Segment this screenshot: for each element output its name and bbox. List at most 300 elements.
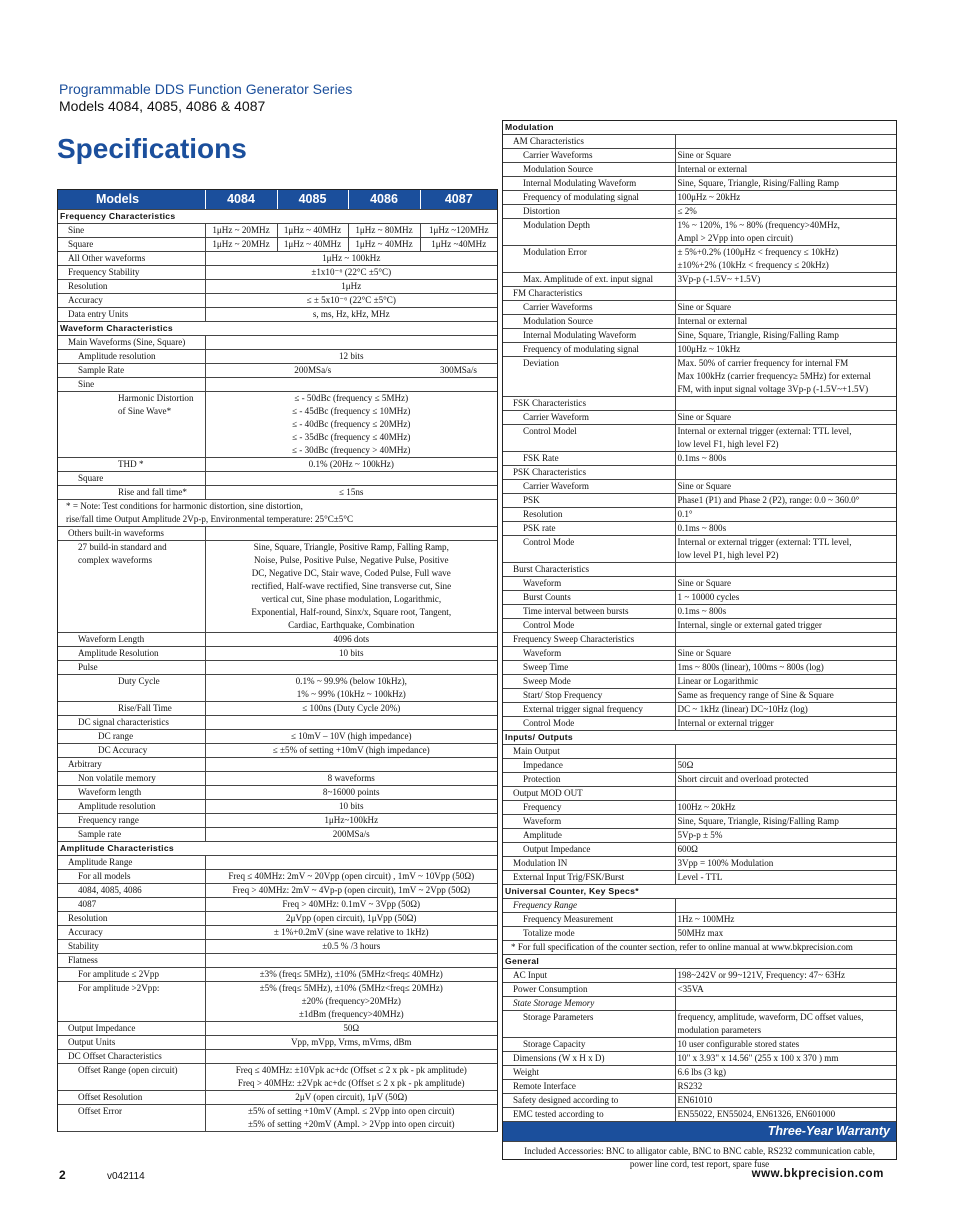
spec-value — [205, 527, 497, 541]
spec-value: 200MSa/s — [205, 364, 420, 378]
spec-row — [58, 675, 497, 702]
model-column-header: 4086 — [348, 190, 420, 210]
spec-row — [503, 927, 896, 941]
spec-row — [58, 758, 497, 772]
spec-row — [503, 829, 896, 843]
spec-label: Stability — [58, 940, 205, 954]
spec-value: Internal or external trigger (external: TTL level, low level F1, high level F2) — [675, 425, 896, 452]
spec-label: Control Mode — [503, 619, 675, 633]
spec-value: 50MHz max — [675, 927, 896, 941]
spec-label: Safety designed according to — [503, 1094, 675, 1108]
spec-label: For all models — [58, 870, 205, 884]
spec-label: Accuracy — [58, 926, 205, 940]
model-value: 1μHz ~40MHz — [420, 238, 497, 252]
spec-label: DC Accuracy — [58, 744, 205, 758]
section-header — [503, 731, 896, 745]
spec-value: Sine, Square, Triangle, Positive Ramp, Falling Ramp, Noise, Pulse, Positive Pulse, Negative Pulse, Positive DC, Negative DC, Stair wave, Coded Pulse, Full wave rectified, Half-wave rectified, Sine transverse cut, Sine vertical cut, Sine phase modulation, Logarithmic, Exponential, Half-round, Sinx/x, Square root, Tangent, Cardiac, Earthquake, Combination — [205, 541, 497, 633]
spec-row — [58, 458, 497, 472]
spec-value: Freq ≤ 40MHz: ±10Vpk ac+dc (Offset ≤ 2 x pk - pk amplitude) Freq > 40MHz: ±2Vpk ac+dc (Offset ≤ 2 x pk - pk amplitude) — [205, 1064, 497, 1091]
spec-label: Start/ Stop Frequency — [503, 689, 675, 703]
section-header — [503, 885, 896, 899]
spec-row — [58, 828, 497, 842]
spec-row — [58, 238, 497, 252]
spec-row — [503, 1011, 896, 1038]
spec-value — [675, 633, 896, 647]
spec-row — [58, 926, 497, 940]
spec-label: Sine — [58, 224, 205, 238]
spec-row — [503, 843, 896, 857]
spec-row — [503, 301, 896, 315]
spec-row — [503, 452, 896, 466]
footnote-row — [503, 941, 896, 955]
spec-value: 1Hz ~ 100MHz — [675, 913, 896, 927]
spec-label: EMC tested according to — [503, 1108, 675, 1122]
spec-label: Flatness — [58, 954, 205, 968]
spec-row — [58, 392, 497, 458]
spec-label: FSK Characteristics — [503, 397, 675, 411]
spec-label: External trigger signal frequency — [503, 703, 675, 717]
spec-row — [58, 294, 497, 308]
spec-row — [503, 619, 896, 633]
spec-value: Freq > 40MHz: 2mV ~ 4Vp-p (open circuit), 1mV ~ 2Vpp (50Ω) — [205, 884, 497, 898]
model-column-header: 4087 — [420, 190, 497, 210]
spec-label: Storage Capacity — [503, 1038, 675, 1052]
spec-row — [503, 1080, 896, 1094]
model-value: 1μHz ~ 40MHz — [348, 238, 420, 252]
spec-row — [58, 280, 497, 294]
section-title: Universal Counter, Key Specs* — [503, 885, 896, 899]
spec-label: Impedance — [503, 759, 675, 773]
spec-row — [503, 773, 896, 787]
spec-row — [503, 536, 896, 563]
spec-label: PSK rate — [503, 522, 675, 536]
spec-label: Amplitude Resolution — [58, 647, 205, 661]
spec-label: Modulation IN — [503, 857, 675, 871]
spec-value: ±0.5 % /3 hours — [205, 940, 497, 954]
spec-label: DC signal characteristics — [58, 716, 205, 730]
spec-value — [205, 472, 497, 486]
spec-value: 50Ω — [675, 759, 896, 773]
spec-label: Carrier Waveform — [503, 411, 675, 425]
section-title: Waveform Characteristics — [58, 322, 497, 336]
spec-row — [503, 563, 896, 577]
spec-row — [503, 343, 896, 357]
spec-label: Harmonic Distortion of Sine Wave* — [58, 392, 205, 458]
spec-value: Max. 50% of carrier frequency for internal FM Max 100kHz (carrier frequency≥ 5MHz) for external FM, with input signal voltage 3Vp-p (-1.5V~+1.5V) — [675, 357, 896, 397]
spec-value — [675, 997, 896, 1011]
spec-row — [503, 871, 896, 885]
spec-value: ≤ - 50dBc (frequency ≤ 5MHz) ≤ - 45dBc (frequency ≤ 10MHz) ≤ - 40dBc (frequency ≤ 20MHz) ≤ - 35dBc (frequency ≤ 40MHz) ≤ - 30dBc (frequency > 40MHz) — [205, 392, 497, 458]
spec-row — [58, 716, 497, 730]
spec-row — [58, 856, 497, 870]
spec-row — [58, 336, 497, 350]
spec-row — [58, 968, 497, 982]
model-value: 1μHz ~ 80MHz — [348, 224, 420, 238]
spec-row — [503, 703, 896, 717]
section-header — [58, 210, 497, 224]
spec-value: Freq > 40MHz: 0.1mV ~ 3Vpp (50Ω) — [205, 898, 497, 912]
spec-row — [503, 177, 896, 191]
spec-label: Output MOD OUT — [503, 787, 675, 801]
spec-value: 100μHz ~ 10kHz — [675, 343, 896, 357]
model-value: 1μHz ~ 20MHz — [205, 238, 277, 252]
section-title: Inputs/ Outputs — [503, 731, 896, 745]
spec-label: 4087 — [58, 898, 205, 912]
spec-row — [503, 287, 896, 301]
spec-value: 1% ~ 120%, 1% ~ 80% (frequency>40MHz, Ampl > 2Vpp into open circuit) — [675, 219, 896, 246]
spec-value: ±1x10⁻⁶ (22°C ±5°C) — [205, 266, 497, 280]
spec-label: Carrier Waveform — [503, 480, 675, 494]
spec-label: Resolution — [58, 912, 205, 926]
spec-row — [58, 266, 497, 280]
spec-label: Output Impedance — [58, 1022, 205, 1036]
spec-value — [205, 758, 497, 772]
spec-label: Others built-in waveforms — [58, 527, 205, 541]
spec-row — [503, 689, 896, 703]
spec-value — [675, 563, 896, 577]
spec-row — [58, 982, 497, 1022]
spec-label: Waveform — [503, 815, 675, 829]
spec-label: Modulation Error — [503, 246, 675, 273]
spec-label: Burst Characteristics — [503, 563, 675, 577]
section-title: General — [503, 955, 896, 969]
spec-label: Control Mode — [503, 717, 675, 731]
spec-value: Vpp, mVpp, Vrms, mVrms, dBm — [205, 1036, 497, 1050]
spec-label: External Input Trig/FSK/Burst — [503, 871, 675, 885]
spec-row — [58, 224, 497, 238]
spec-label: Amplitude — [503, 829, 675, 843]
spec-row — [503, 1094, 896, 1108]
spec-value — [205, 378, 497, 392]
spec-row — [58, 884, 497, 898]
spec-label: Control Mode — [503, 536, 675, 563]
spec-label: Frequency Measurement — [503, 913, 675, 927]
spec-value: Sine or Square — [675, 647, 896, 661]
spec-row — [503, 480, 896, 494]
spec-row — [58, 350, 497, 364]
spec-label: Frequency Range — [503, 899, 675, 913]
spec-value: ≤ 2% — [675, 205, 896, 219]
spec-label: Output Impedance — [503, 843, 675, 857]
spec-label: Offset Resolution — [58, 1091, 205, 1105]
spec-label: Modulation Source — [503, 163, 675, 177]
section-header — [58, 842, 497, 856]
spec-label: FSK Rate — [503, 452, 675, 466]
spec-value: ±5% of setting +10mV (Ampl. ≤ 2Vpp into open circuit) ±5% of setting +20mV (Ampl. > 2Vpp into open circuit) — [205, 1105, 497, 1132]
spec-value: Phase1 (P1) and Phase 2 (P2), range: 0.0 ~ 360.0° — [675, 494, 896, 508]
spec-row — [58, 486, 497, 500]
spec-value: Sine, Square, Triangle, Rising/Falling Ramp — [675, 177, 896, 191]
spec-value: Internal or external — [675, 163, 896, 177]
spec-value: 5Vp-p ± 5% — [675, 829, 896, 843]
spec-row — [503, 675, 896, 689]
spec-label: Control Model — [503, 425, 675, 452]
spec-label: Resolution — [58, 280, 205, 294]
spec-value: 0.1ms ~ 800s — [675, 522, 896, 536]
spec-label: Waveform Length — [58, 633, 205, 647]
spec-value — [675, 787, 896, 801]
spec-value: 8 waveforms — [205, 772, 497, 786]
spec-row — [503, 191, 896, 205]
version-code: v042114 — [107, 1171, 145, 1182]
spec-row — [503, 315, 896, 329]
spec-value: 1ms ~ 800s (linear), 100ms ~ 800s (log) — [675, 661, 896, 675]
spec-label: THD * — [58, 458, 205, 472]
spec-label: Frequency of modulating signal — [503, 191, 675, 205]
left-spec-panel — [57, 189, 498, 1132]
spec-value — [675, 287, 896, 301]
spec-label: Pulse — [58, 661, 205, 675]
spec-value: Sine, Square, Triangle, Rising/Falling Ramp — [675, 815, 896, 829]
spec-label: Offset Error — [58, 1105, 205, 1132]
spec-label: Square — [58, 238, 205, 252]
spec-label: Time interval between bursts — [503, 605, 675, 619]
spec-value: 10 user configurable stored states — [675, 1038, 896, 1052]
spec-value — [675, 135, 896, 149]
spec-row — [503, 815, 896, 829]
spec-row — [503, 983, 896, 997]
spec-row — [58, 898, 497, 912]
spec-row — [503, 357, 896, 397]
spec-value: ≤ 15ns — [205, 486, 497, 500]
section-title: Amplitude Characteristics — [58, 842, 497, 856]
spec-value: 0.1° — [675, 508, 896, 522]
spec-row — [503, 857, 896, 871]
spec-value: ≤ ± 5x10⁻⁶ (22°C ±5°C) — [205, 294, 497, 308]
spec-row — [503, 466, 896, 480]
spec-value: ≤ 100ns (Duty Cycle 20%) — [205, 702, 497, 716]
spec-label: Waveform — [503, 577, 675, 591]
spec-row — [58, 744, 497, 758]
spec-value: Freq ≤ 40MHz: 2mV ~ 20Vpp (open circuit) , 1mV ~ 10Vpp (50Ω) — [205, 870, 497, 884]
spec-label: AC Input — [503, 969, 675, 983]
spec-row — [58, 1050, 497, 1064]
spec-label: Non volatile memory — [58, 772, 205, 786]
spec-label: Modulation Depth — [503, 219, 675, 246]
spec-value: Sine or Square — [675, 411, 896, 425]
spec-label: Deviation — [503, 357, 675, 397]
spec-value: Sine or Square — [675, 149, 896, 163]
spec-value: 0.1% ~ 99.9% (below 10kHz), 1% ~ 99% (10kHz ~ 100kHz) — [205, 675, 497, 702]
model-value: 1μHz ~ 20MHz — [205, 224, 277, 238]
spec-row — [503, 605, 896, 619]
right-spec-table — [503, 121, 896, 1174]
spec-value: 8~16000 points — [205, 786, 497, 800]
section-header — [503, 121, 896, 135]
spec-label: Waveform — [503, 647, 675, 661]
spec-row — [503, 591, 896, 605]
spec-label: Frequency range — [58, 814, 205, 828]
spec-value: 12 bits — [205, 350, 497, 364]
spec-label: 4084, 4085, 4086 — [58, 884, 205, 898]
spec-row — [58, 472, 497, 486]
spec-label: DC range — [58, 730, 205, 744]
spec-label: Weight — [503, 1066, 675, 1080]
models-subtitle: Models 4084, 4085, 4086 & 4087 — [59, 98, 266, 114]
spec-row — [58, 940, 497, 954]
spec-value: 10" x 3.93" x 14.56" (255 x 100 x 370 ) mm — [675, 1052, 896, 1066]
spec-label: PSK — [503, 494, 675, 508]
spec-label: Waveform length — [58, 786, 205, 800]
spec-row — [503, 522, 896, 536]
right-spec-panel — [502, 120, 897, 1169]
spec-row — [503, 273, 896, 287]
spec-value: 1 ~ 10000 cycles — [675, 591, 896, 605]
page-title: Specifications — [57, 133, 247, 164]
spec-label: Rise and fall time* — [58, 486, 205, 500]
spec-row — [503, 577, 896, 591]
spec-value: Internal or external trigger (external: TTL level, low level P1, high level P2) — [675, 536, 896, 563]
spec-row — [503, 717, 896, 731]
spec-row — [58, 786, 497, 800]
warranty-banner: Three-Year Warranty — [503, 1122, 896, 1142]
spec-value: ± 1%+0.2mV (sine wave relative to 1kHz) — [205, 926, 497, 940]
spec-value: EN55022, EN55024, EN61326, EN601000 — [675, 1108, 896, 1122]
spec-value — [675, 899, 896, 913]
website-url: www.bkprecision.com — [751, 1168, 884, 1180]
spec-row — [503, 508, 896, 522]
model-value: 1μHz ~ 40MHz — [277, 224, 348, 238]
section-header — [503, 955, 896, 969]
spec-row — [58, 800, 497, 814]
spec-value: 1μHz~100kHz — [205, 814, 497, 828]
section-title: Modulation — [503, 121, 896, 135]
spec-value: Short circuit and overload protected — [675, 773, 896, 787]
spec-row — [503, 219, 896, 246]
spec-value: 0.1% (20Hz ~ 100kHz) — [205, 458, 497, 472]
spec-row — [503, 1066, 896, 1080]
spec-label: Internal Modulating Waveform — [503, 329, 675, 343]
models-header: Models — [58, 190, 205, 210]
spec-value: s, ms, Hz, kHz, MHz — [205, 308, 497, 322]
spec-row — [58, 541, 497, 633]
spec-value: Sine, Square, Triangle, Rising/Falling Ramp — [675, 329, 896, 343]
spec-label: State Storage Memory — [503, 997, 675, 1011]
footnote-text: * For full specification of the counter section, refer to online manual at www.bkprecision.com — [503, 941, 896, 955]
spec-value: 0.1ms ~ 800s — [675, 452, 896, 466]
spec-value: 1μHz — [205, 280, 497, 294]
spec-value: EN61010 — [675, 1094, 896, 1108]
spec-value: Same as frequency range of Sine & Square — [675, 689, 896, 703]
spec-label: For amplitude ≤ 2Vpp — [58, 968, 205, 982]
page-number: 2 — [59, 1168, 66, 1182]
spec-row — [58, 814, 497, 828]
spec-value: 600Ω — [675, 843, 896, 857]
spec-value: 2μV (open circuit), 1μV (50Ω) — [205, 1091, 497, 1105]
spec-label: Square — [58, 472, 205, 486]
spec-row — [58, 252, 497, 266]
spec-label: Carrier Waveforms — [503, 301, 675, 315]
spec-label: Distortion — [503, 205, 675, 219]
spec-label: Sweep Mode — [503, 675, 675, 689]
spec-label: Output Units — [58, 1036, 205, 1050]
spec-label: Sample rate — [58, 828, 205, 842]
spec-row — [503, 633, 896, 647]
footnote-row — [58, 500, 497, 527]
spec-value: ≤ ±5% of setting +10mV (high impedance) — [205, 744, 497, 758]
included-accessories: Included Accessories: BNC to alligator cable, BNC to BNC cable, RS232 communication cable, power line cord, test report, spare fuse — [524, 1146, 875, 1169]
spec-value: 0.1ms ~ 800s — [675, 605, 896, 619]
spec-label: Frequency of modulating signal — [503, 343, 675, 357]
spec-label: Frequency Stability — [58, 266, 205, 280]
spec-value: Internal or external — [675, 315, 896, 329]
spec-value: Level - TTL — [675, 871, 896, 885]
spec-row — [503, 913, 896, 927]
spec-row — [503, 969, 896, 983]
spec-value: Linear or Logarithmic — [675, 675, 896, 689]
series-title: Programmable DDS Function Generator Series — [59, 81, 353, 97]
spec-label: Dimensions (W x H x D) — [503, 1052, 675, 1066]
spec-row — [503, 1038, 896, 1052]
spec-label: Totalize mode — [503, 927, 675, 941]
spec-value: 200MSa/s — [205, 828, 497, 842]
spec-row — [58, 647, 497, 661]
spec-row — [503, 205, 896, 219]
spec-row — [58, 912, 497, 926]
spec-value: 2μVpp (open circuit), 1μVpp (50Ω) — [205, 912, 497, 926]
spec-label: 27 build-in standard and complex waveforms — [58, 541, 205, 633]
spec-label: Amplitude resolution — [58, 350, 205, 364]
spec-row — [58, 730, 497, 744]
spec-label: Resolution — [503, 508, 675, 522]
spec-label: Burst Counts — [503, 591, 675, 605]
spec-value: 50Ω — [205, 1022, 497, 1036]
spec-value: ±3% (freq≤ 5MHz), ±10% (5MHz<freq≤ 40MHz) — [205, 968, 497, 982]
spec-value: RS232 — [675, 1080, 896, 1094]
spec-label: Duty Cycle — [58, 675, 205, 702]
spec-value: Sine or Square — [675, 577, 896, 591]
spec-value — [675, 745, 896, 759]
spec-label: Carrier Waveforms — [503, 149, 675, 163]
spec-label: DC Offset Characteristics — [58, 1050, 205, 1064]
spec-value — [205, 856, 497, 870]
spec-label: Storage Parameters — [503, 1011, 675, 1038]
spec-label: Sweep Time — [503, 661, 675, 675]
spec-label: Frequency — [503, 801, 675, 815]
spec-value: 3Vp-p (-1.5V~ +1.5V) — [675, 273, 896, 287]
spec-label: For amplitude >2Vpp: — [58, 982, 205, 1022]
spec-label: Main Output — [503, 745, 675, 759]
warranty-row — [503, 1122, 896, 1142]
model-column-header: 4085 — [277, 190, 348, 210]
spec-label: Internal Modulating Waveform — [503, 177, 675, 191]
spec-label: PSK Characteristics — [503, 466, 675, 480]
spec-value: 6.6 lbs (3 kg) — [675, 1066, 896, 1080]
spec-value: Internal or external trigger — [675, 717, 896, 731]
spec-row — [503, 997, 896, 1011]
spec-label: Data entry Units — [58, 308, 205, 322]
spec-row — [503, 494, 896, 508]
spec-row — [503, 149, 896, 163]
spec-row — [58, 1022, 497, 1036]
spec-label: All Other waveforms — [58, 252, 205, 266]
spec-value: 10 bits — [205, 647, 497, 661]
spec-row — [58, 772, 497, 786]
spec-label: Power Consumption — [503, 983, 675, 997]
spec-row — [58, 527, 497, 541]
model-value: 1μHz ~ 40MHz — [277, 238, 348, 252]
spec-value: DC ~ 1kHz (linear) DC~10Hz (log) — [675, 703, 896, 717]
spec-row — [503, 135, 896, 149]
spec-row — [58, 954, 497, 968]
spec-value — [205, 1050, 497, 1064]
spec-value: 4096 dots — [205, 633, 497, 647]
spec-value: 10 bits — [205, 800, 497, 814]
model-column-header: 4084 — [205, 190, 277, 210]
left-spec-table — [58, 190, 497, 1132]
spec-value: Internal, single or external gated trigger — [675, 619, 896, 633]
spec-label: Main Waveforms (Sine, Square) — [58, 336, 205, 350]
